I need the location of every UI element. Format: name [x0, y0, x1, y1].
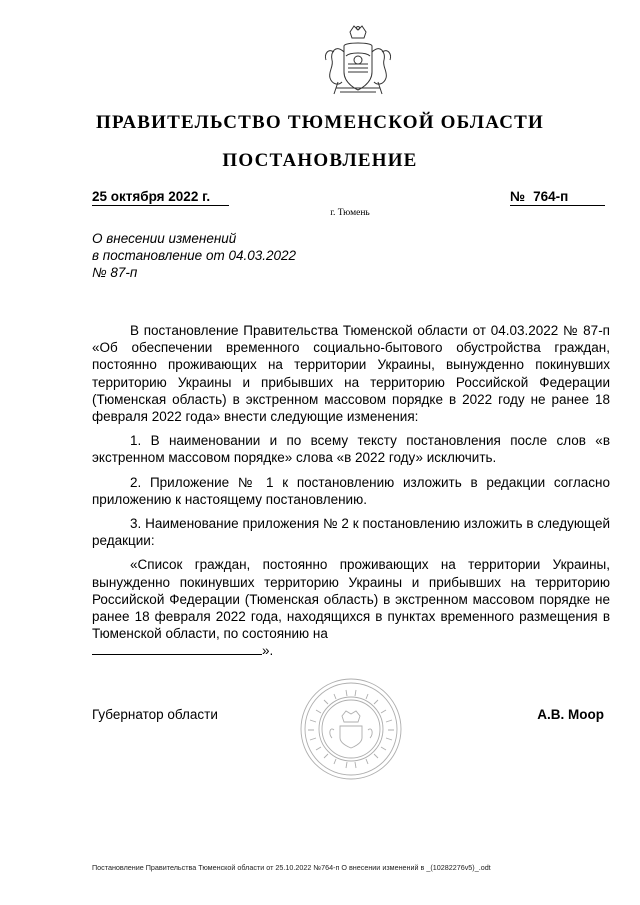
date-blank-line [92, 642, 262, 655]
number-sign: № [510, 189, 526, 204]
document-type: ПОСТАНОВЛЕНИЕ [222, 150, 418, 171]
document-number [510, 189, 605, 206]
organization-title: ПРАВИТЕЛЬСТВО ТЮМЕНСКОЙ ОБЛАСТИ [95, 112, 545, 133]
number-value: 764-п [533, 189, 569, 204]
subject-line-3: № 87-п [92, 265, 138, 280]
document-footer: Постановление Правительства Тюменской области от 25.10.2022 №764-п О внесении изменений в _(10282276v5)_.odt [92, 863, 491, 872]
quote-end: ». [262, 643, 274, 659]
signatory-title: Губернатор области [92, 707, 218, 722]
coat-of-arms-icon [316, 22, 400, 106]
city-label: г. Тюмень [330, 208, 370, 218]
body-intro: В постановление Правительства Тюменской области от 04.03.2022 № 87-п «Об обеспечении временного социально-бытового обустройства граждан, постоянно проживающих на территории Украины, вынужденно покинувших территорию Украины и прибывших на территорию Российской Федерации (Тюменская область) в экстренном массовом порядке в 2022 году не ранее 18 февраля 2022 года» внести следующие изменения: [92, 323, 610, 425]
body-item-1: 1. В наименовании и по всему тексту постановления после слов «в экстренном массовом порядке» слова «в 2022 году» исключить. [92, 433, 610, 466]
document-body [92, 322, 610, 660]
document-subject [92, 230, 352, 281]
official-seal-icon [298, 676, 404, 782]
subject-line-2: в постановление от 04.03.2022 [92, 248, 297, 263]
body-quote-paragraph [92, 556, 610, 642]
body-item-2: 2. Приложение № 1 к постановлению изложить в редакции согласно приложению к настоящему постановлению. [92, 474, 610, 507]
signatory-name: А.В. Моор [537, 707, 604, 722]
body-quote: «Список граждан, постоянно проживающих на территории Украины, вынужденно покинувших территорию Украины и прибывших на территорию Российской Федерации (Тюменская область) в экстренном массовом порядке не ранее 18 февраля 2022 года, находящихся в пунктах временного размещения в Тюменской области, по состоянию на [92, 557, 610, 642]
document-date: 25 октября 2022 г. [92, 189, 229, 206]
body-item-3: 3. Наименование приложения № 2 к постановлению изложить в следующей редакции: [92, 516, 610, 549]
body-quote-tail [92, 642, 610, 659]
subject-line-1: О внесении изменений [92, 231, 237, 246]
